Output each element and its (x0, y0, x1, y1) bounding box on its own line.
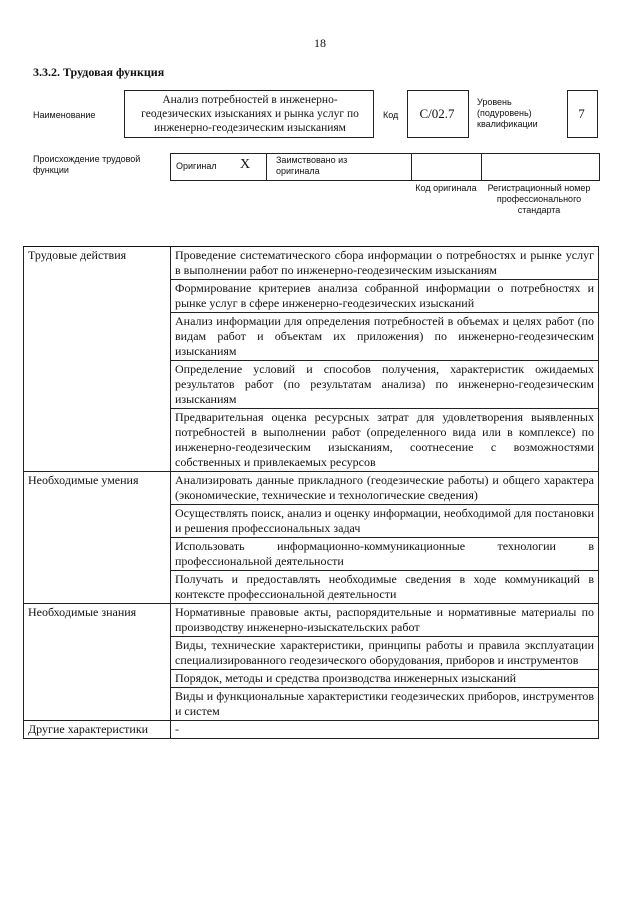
table-cell: Предварительная оценка ресурсных затрат для удовлетворения выявленных потребностей в выполнении работ (определенного вида или в комплексе) по инженерно-геодезическим изысканиям, соотнесение с возможностями собственных и привлекаемых ресурсов (171, 409, 599, 472)
table-cell: Анализ информации для определения потребностей в объемах и целях работ (по видам работ и объектам их приложения) по инженерно-геодезическим изысканиям (171, 313, 599, 361)
origin-cell-divider (411, 154, 412, 180)
table-cell: Получать и предоставлять необходимые сведения в ходе коммуникаций в контексте профессиональной деятельности (171, 571, 599, 604)
origin-cell-divider (266, 154, 267, 180)
functions-table (23, 246, 599, 739)
table-cell: Порядок, методы и средства производства инженерных изысканий (171, 670, 599, 688)
section-label-knowledge: Необходимые знания (24, 604, 171, 721)
code-label: Код (383, 110, 399, 120)
table-cell: - (171, 721, 599, 739)
function-name: Анализ потребностей в инженерно-геодезических изысканиях и рынка услуг по инженерно-геодезическим изысканиям (141, 94, 359, 134)
origin-label: Происхождение трудовой функции (33, 154, 141, 175)
origin-cell-divider (481, 154, 482, 180)
table-cell: Виды и функциональные характеристики геодезических приборов, инструментов и систем (171, 688, 599, 721)
section-label-actions: Трудовые действия (24, 247, 171, 472)
table-cell: Определение условий и способов получения, характеристик ожидаемых результатов работ (по результатам анализа) по инженерно-геодезическим изысканиям (171, 361, 599, 409)
table-cell: Формирование критериев анализа собранной информации о потребностях и рынке услуг в сфере инженерно-геодезических изысканий (171, 280, 599, 313)
code-original-caption: Код оригинала (415, 183, 477, 193)
table-row (24, 721, 599, 739)
table-row (24, 247, 599, 280)
registration-number-caption: Регистрационный номер профессионального стандарта (487, 183, 591, 215)
table-cell: Использовать информационно-коммуникационные технологии в профессиональной деятельности (171, 538, 599, 571)
name-label: Наименование (33, 110, 96, 120)
table-row (24, 604, 599, 637)
table-cell: Нормативные правовые акты, распорядительные и нормативные материалы по производству инженерно-изыскательских работ (171, 604, 599, 637)
page-number: 18 (314, 36, 326, 50)
level-value: 7 (578, 106, 585, 121)
section-label-other: Другие характеристики (24, 721, 171, 739)
table-row (24, 472, 599, 505)
table-cell: Осуществлять поиск, анализ и оценку информации, необходимой для постановки и решения профессиональных задач (171, 505, 599, 538)
section-title: 3.3.2. Трудовая функция (33, 65, 165, 79)
origin-borrowed-label: Заимствовано из оригинала (276, 155, 348, 176)
origin-original-label: Оригинал (176, 161, 217, 171)
origin-original-mark: X (240, 157, 251, 172)
code-value: С/02.7 (419, 106, 455, 121)
level-label: Уровень (подуровень) квалификации (477, 97, 538, 129)
table-cell: Анализировать данные прикладного (геодезические работы) и общего характера (экономические, технические и технологические сведения) (171, 472, 599, 505)
section-label-skills: Необходимые умения (24, 472, 171, 604)
table-cell: Виды, технические характеристики, принципы работы и правила эксплуатации специализированного геодезического оборудования, приборов и инструментов (171, 637, 599, 670)
table-cell: Проведение систематического сбора информации о потребностях и рынке услуг в выполнении работ по инженерно-геодезическим изысканиям (171, 247, 599, 280)
